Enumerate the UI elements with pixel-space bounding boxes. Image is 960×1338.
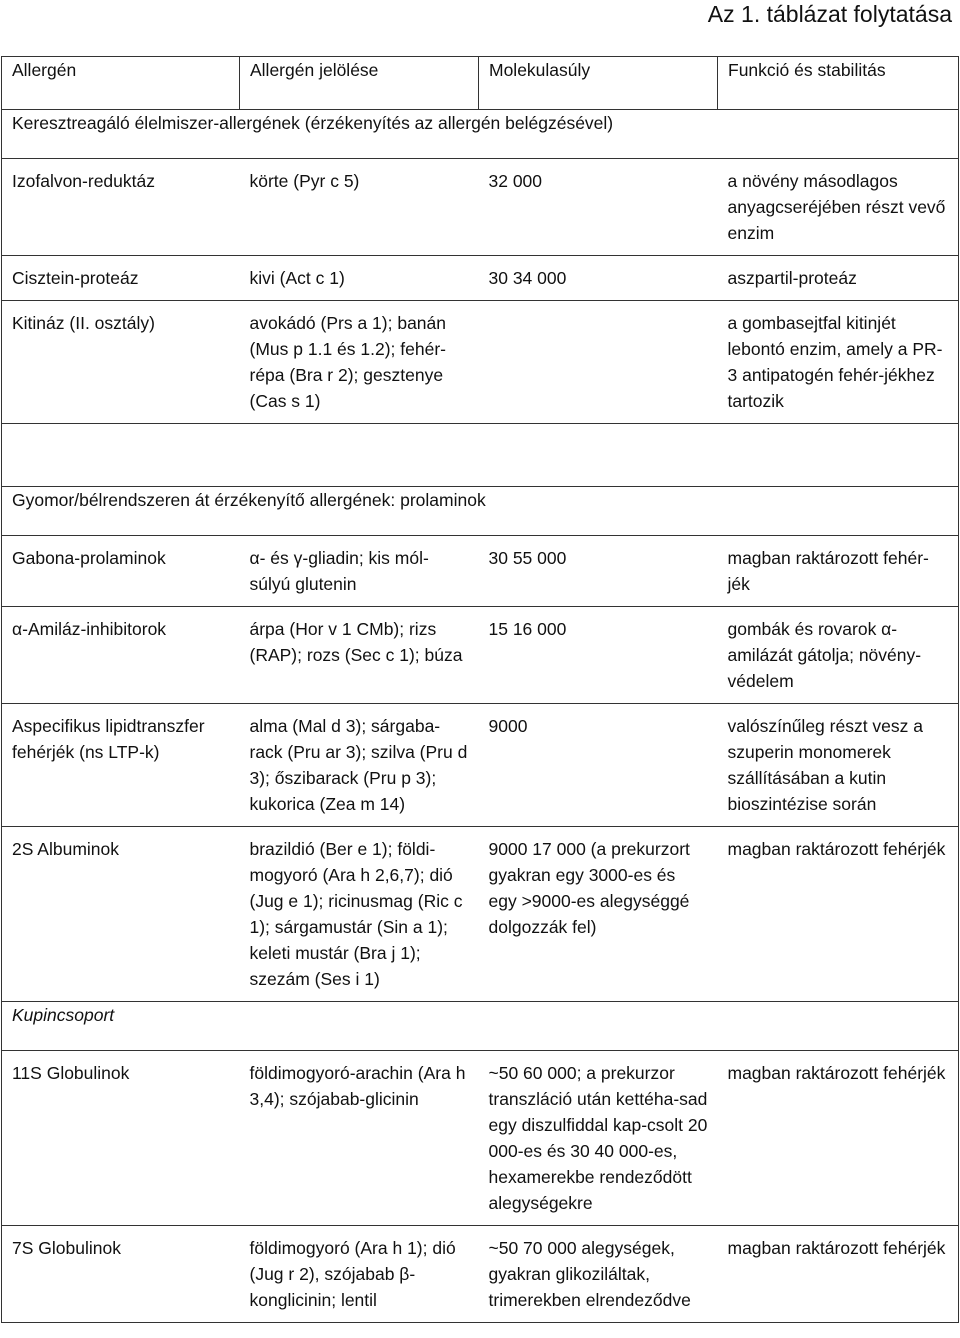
column-header-molekulasuly: Molekulasúly [479, 57, 718, 110]
table-row [2, 827, 959, 1002]
cell-funkcio: a gombasejtfal kitinjét lebontó enzim, amely a PR-3 antipatogén fehér-jékhez tartozik [718, 301, 959, 424]
section-row [2, 487, 959, 536]
cell-jeloles: brazildió (Ber e 1); földi-mogyoró (Ara h 2,6,7); dió (Jug e 1); ricinusmag (Ric c 1); sárgamustár (Sin a 1); keleti mustár (Bra j 1); szezám (Ses i 1) [240, 827, 479, 1002]
table-row [2, 301, 959, 424]
cell-molekulasuly: 30 34 000 [479, 256, 718, 301]
cell-molekulasuly: 9000 17 000 (a prekurzort gyakran egy 3000-es és egy >9000-es alegységgé dolgozzák fel) [479, 827, 718, 1002]
cell-allergen: Aspecifikus lipidtranszfer fehérjék (ns LTP-k) [2, 704, 240, 827]
section-row [2, 110, 959, 159]
cell-molekulasuly: 9000 [479, 704, 718, 827]
cell-jeloles: avokádó (Prs a 1); banán (Mus p 1.1 és 1.2); fehér-répa (Bra r 2); gesztenye (Cas s 1) [240, 301, 479, 424]
empty-cell [2, 424, 959, 487]
section-row [2, 1002, 959, 1051]
table-row [2, 1226, 959, 1323]
cell-jeloles: földimogyoró (Ara h 1); dió (Jug r 2), szójabab β-konglicinin; lentil [240, 1226, 479, 1323]
cell-molekulasuly: ~50 60 000; a prekurzor transzláció után kettéha-sad egy diszulfiddal kap-csolt 20 000-es és 30 40 000-es, hexamerekbe rendeződött alegységekre [479, 1051, 718, 1226]
cell-jeloles: földimogyoró-arachin (Ara h 3,4); szójabab-glicinin [240, 1051, 479, 1226]
cell-allergen: 7S Globulinok [2, 1226, 240, 1323]
cell-molekulasuly: ~50 70 000 alegységek, gyakran glikoziláltak, trimerekben elrendeződve [479, 1226, 718, 1323]
section-title: Gyomor/bélrendszeren át érzékenyítő allergének: prolaminok [2, 487, 959, 536]
cell-funkcio: aszpartil-proteáz [718, 256, 959, 301]
cell-allergen: Izofalvon-reduktáz [2, 159, 240, 256]
cell-jeloles: körte (Pyr c 5) [240, 159, 479, 256]
cell-jeloles: alma (Mal d 3); sárgaba-rack (Pru ar 3); szilva (Pru d 3); őszibarack (Pru p 3); kukorica (Zea m 14) [240, 704, 479, 827]
table-continuation-title: Az 1. táblázat folytatása [707, 1, 952, 27]
cell-molekulasuly: 30 55 000 [479, 536, 718, 607]
cell-allergen: Cisztein-proteáz [2, 256, 240, 301]
cell-jeloles: kivi (Act c 1) [240, 256, 479, 301]
cell-molekulasuly: 15 16 000 [479, 607, 718, 704]
allergen-table [1, 56, 959, 1323]
cell-funkcio: a növény másodlagos anyagcseréjében részt vevő enzim [718, 159, 959, 256]
table-row [2, 1051, 959, 1226]
table-row [2, 607, 959, 704]
cell-molekulasuly: 32 000 [479, 159, 718, 256]
section-title: Keresztreagáló élelmiszer-allergének (érzékenyítés az allergén belégzésével) [2, 110, 959, 159]
table-row [2, 159, 959, 256]
cell-jeloles: α- és γ-gliadin; kis mól-súlyú glutenin [240, 536, 479, 607]
table-row [2, 256, 959, 301]
cell-funkcio: magban raktározott fehérjék [718, 1226, 959, 1323]
cell-funkcio: magban raktározott fehér-jék [718, 536, 959, 607]
cell-funkcio: magban raktározott fehérjék [718, 827, 959, 1002]
cell-molekulasuly [479, 301, 718, 424]
cell-jeloles: árpa (Hor v 1 CMb); rizs (RAP); rozs (Sec c 1); búza [240, 607, 479, 704]
section-title: Kupincsoport [2, 1002, 959, 1051]
cell-allergen: Gabona-prolaminok [2, 536, 240, 607]
cell-allergen: 2S Albuminok [2, 827, 240, 1002]
table-row [2, 704, 959, 827]
cell-funkcio: gombák és rovarok α-amilázát gátolja; növény-védelem [718, 607, 959, 704]
cell-funkcio: valószínűleg részt vesz a szuperin monomerek szállításában a kutin bioszintézise során [718, 704, 959, 827]
column-header-allergen: Allergén [2, 57, 240, 110]
cell-allergen: 11S Globulinok [2, 1051, 240, 1226]
cell-allergen: α-Amiláz-inhibitorok [2, 607, 240, 704]
column-header-jeloles: Allergén jelölése [240, 57, 479, 110]
cell-funkcio: magban raktározott fehérjék [718, 1051, 959, 1226]
cell-allergen: Kitináz (II. osztály) [2, 301, 240, 424]
empty-row [2, 424, 959, 487]
table-header-row [2, 57, 959, 110]
table-row [2, 536, 959, 607]
column-header-funkcio: Funkció és stabilitás [718, 57, 959, 110]
